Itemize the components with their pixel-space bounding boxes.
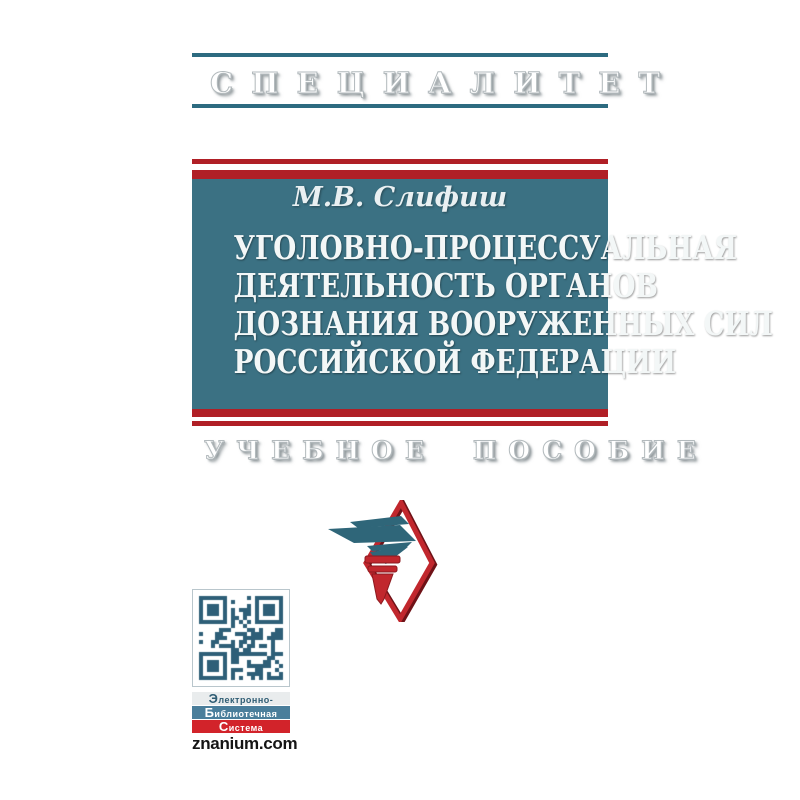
red-rule-top-thin — [192, 159, 608, 164]
book-title — [192, 228, 773, 381]
series-label: СПЕЦИАЛИТЕТ — [210, 66, 678, 100]
qr-code-pattern — [193, 590, 289, 686]
ebs-badge-line-2: Библиотечная — [192, 706, 290, 719]
title-line: УГОЛОВНО-ПРОЦЕССУАЛЬНАЯ — [233, 228, 738, 267]
red-band-top — [192, 170, 608, 179]
author-name: М.В. Слифиш — [292, 182, 508, 213]
qr-code — [192, 589, 290, 687]
title-panel — [192, 179, 773, 409]
edition-type-label: УЧЕБНОЕ ПОСОБИЕ — [204, 436, 708, 465]
publisher-logo-icon — [320, 500, 440, 622]
ebs-badge-line-3: Система — [192, 720, 290, 733]
series-bottom-rule — [192, 104, 608, 108]
ebs-site-label: znanium.com — [192, 734, 298, 753]
title-line: ДОЗНАНИЯ ВООРУЖЕННЫХ СИЛ — [233, 304, 773, 343]
title-line: ДЕЯТЕЛЬНОСТЬ ОРГАНОВ — [233, 266, 658, 305]
ebs-badge — [192, 692, 290, 734]
title-line: РОССИЙСКОЙ ФЕДЕРАЦИИ — [233, 342, 677, 381]
red-band-bottom — [192, 409, 608, 417]
series-top-rule — [192, 53, 608, 57]
ebs-badge-line-1: Электронно- — [192, 692, 290, 705]
red-rule-bottom-thin — [192, 421, 608, 426]
book-cover — [192, 0, 773, 800]
